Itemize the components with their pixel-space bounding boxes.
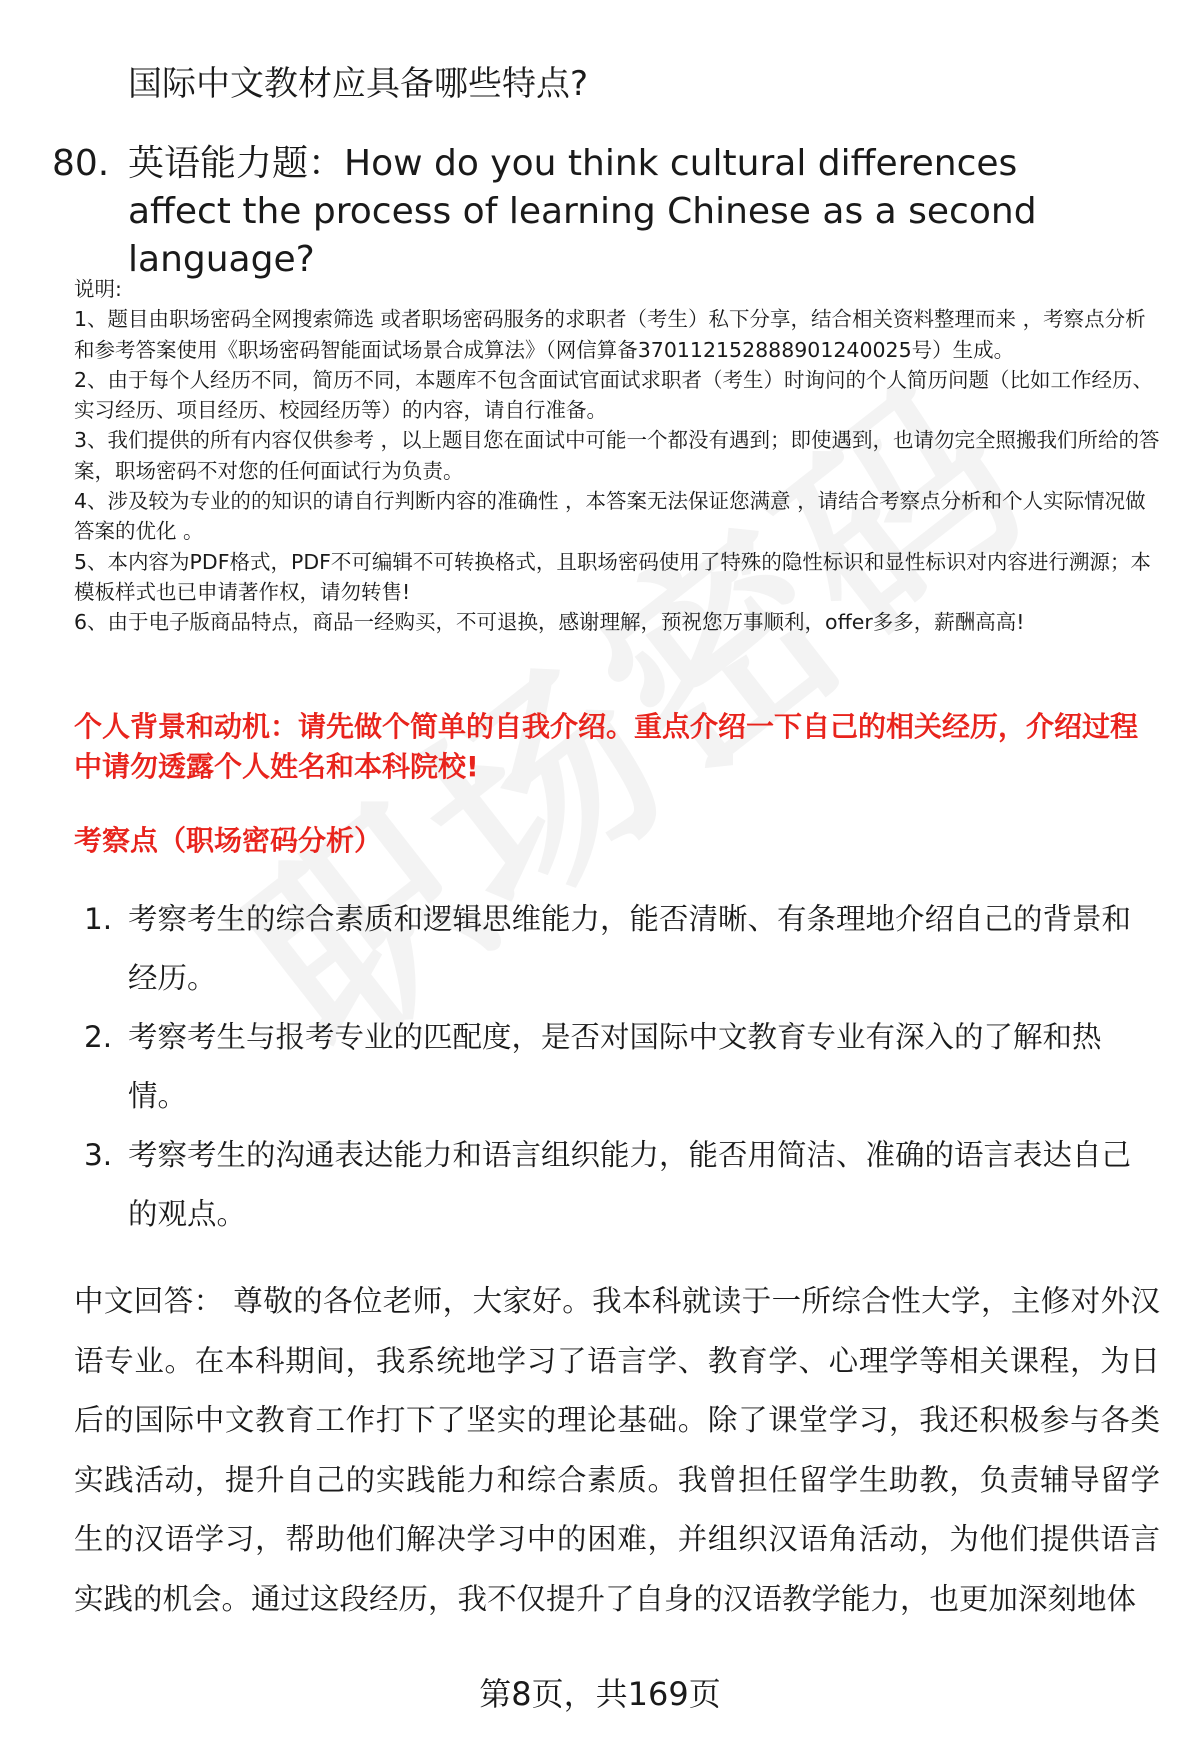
answer-text: 中文回答： 尊敬的各位老师，大家好。我本科就读于一所综合性大学，主修对外汉语专业。在本科期间，我系统地学习了语言学、教育学、心理学等相关课程，为日后的国际中文教育工作打下了坚实的理论基础。除了课堂学习，我还积极参与各类实践活动，提升自己的实践能力和综合素质。我曾担任留学生助教，负责辅导留学生的汉语学习，帮助他们解决学习中的困难，并组织汉语角活动，为他们提供语言实践的机会。通过这段经历，我不仅提升了自身的汉语教学能力，也更加深刻地体 — [74, 1284, 1160, 1616]
analysis-point-text: 考察考生的综合素质和逻辑思维能力，能否清晰、有条理地介绍自己的背景和经历。 — [128, 902, 1132, 995]
analysis-heading: 考察点（职场密码分析） — [74, 824, 383, 857]
notes-item: 4、涉及较为专业的的知识的请自行判断内容的准确性 ，本答案无法保证您满意 ，请结合考察点分析和个人实际情况做答案的优化 。 — [74, 489, 1146, 544]
analysis-point-number: 3. — [84, 1138, 113, 1172]
notes-title: 说明: — [74, 277, 122, 301]
notes-item: 3、我们提供的所有内容仅供参考 ，以上题目您在面试中可能一个都没有遇到；即使遇到，也请勿完全照搬我们所给的答案，职场密码不对您的任何面试行为负责。 — [74, 428, 1160, 483]
section-heading: 个人背景和动机：请先做个简单的自我介绍。重点介绍一下自己的相关经历，介绍过程中请勿透露个人姓名和本科院校! — [74, 710, 1139, 783]
question-number: 80. — [52, 143, 110, 184]
question-text: 英语能力题：How do you think cultural differences affect the process of learning Chinese as a second language? — [128, 143, 1037, 280]
notes-item: 2、由于每个人经历不同，简历不同，本题库不包含面试官面试求职者（考生）时询问的个人简历问题（比如工作经历、实习经历、项目经历、校园经历等）的内容，请自行准备。 — [74, 367, 1154, 423]
analysis-point-number: 2. — [84, 1020, 113, 1054]
notes-block — [74, 274, 1160, 638]
analysis-point-text: 考察考生的沟通表达能力和语言组织能力，能否用简洁、准确的语言表达自己的观点。 — [128, 1138, 1132, 1231]
analysis-point — [74, 1126, 1160, 1244]
notes-item: 1、题目由职场密码全网搜索筛选 或者职场密码服务的求职者（考生）私下分享，结合相关资料整理而来 ，考察点分析和参考答案使用《职场密码智能面试场景合成算法》（网信算备370112152888901240025号）生成。 — [74, 307, 1146, 362]
analysis-points-list — [74, 890, 1160, 1244]
analysis-point — [74, 1008, 1160, 1126]
analysis-point-text: 考察考生与报考专业的匹配度，是否对国际中文教育专业有深入的了解和热情。 — [128, 1020, 1102, 1113]
notes-item: 6、由于电子版商品特点，商品一经购买，不可退换，感谢理解，预祝您万事顺利，offer多多，薪酬高高! — [74, 610, 1025, 635]
notes-item: 5、本内容为PDF格式，PDF不可编辑不可转换格式，且职场密码使用了特殊的隐性标识和显性标识对内容进行溯源；本模板样式也已申请著作权，请勿转售! — [74, 549, 1151, 604]
analysis-point — [74, 890, 1160, 1008]
page-footer: 第8页，共169页 — [479, 1675, 721, 1713]
question-continuation: 国际中文教材应具备哪些特点? — [128, 64, 589, 104]
analysis-point-number: 1. — [84, 902, 113, 936]
